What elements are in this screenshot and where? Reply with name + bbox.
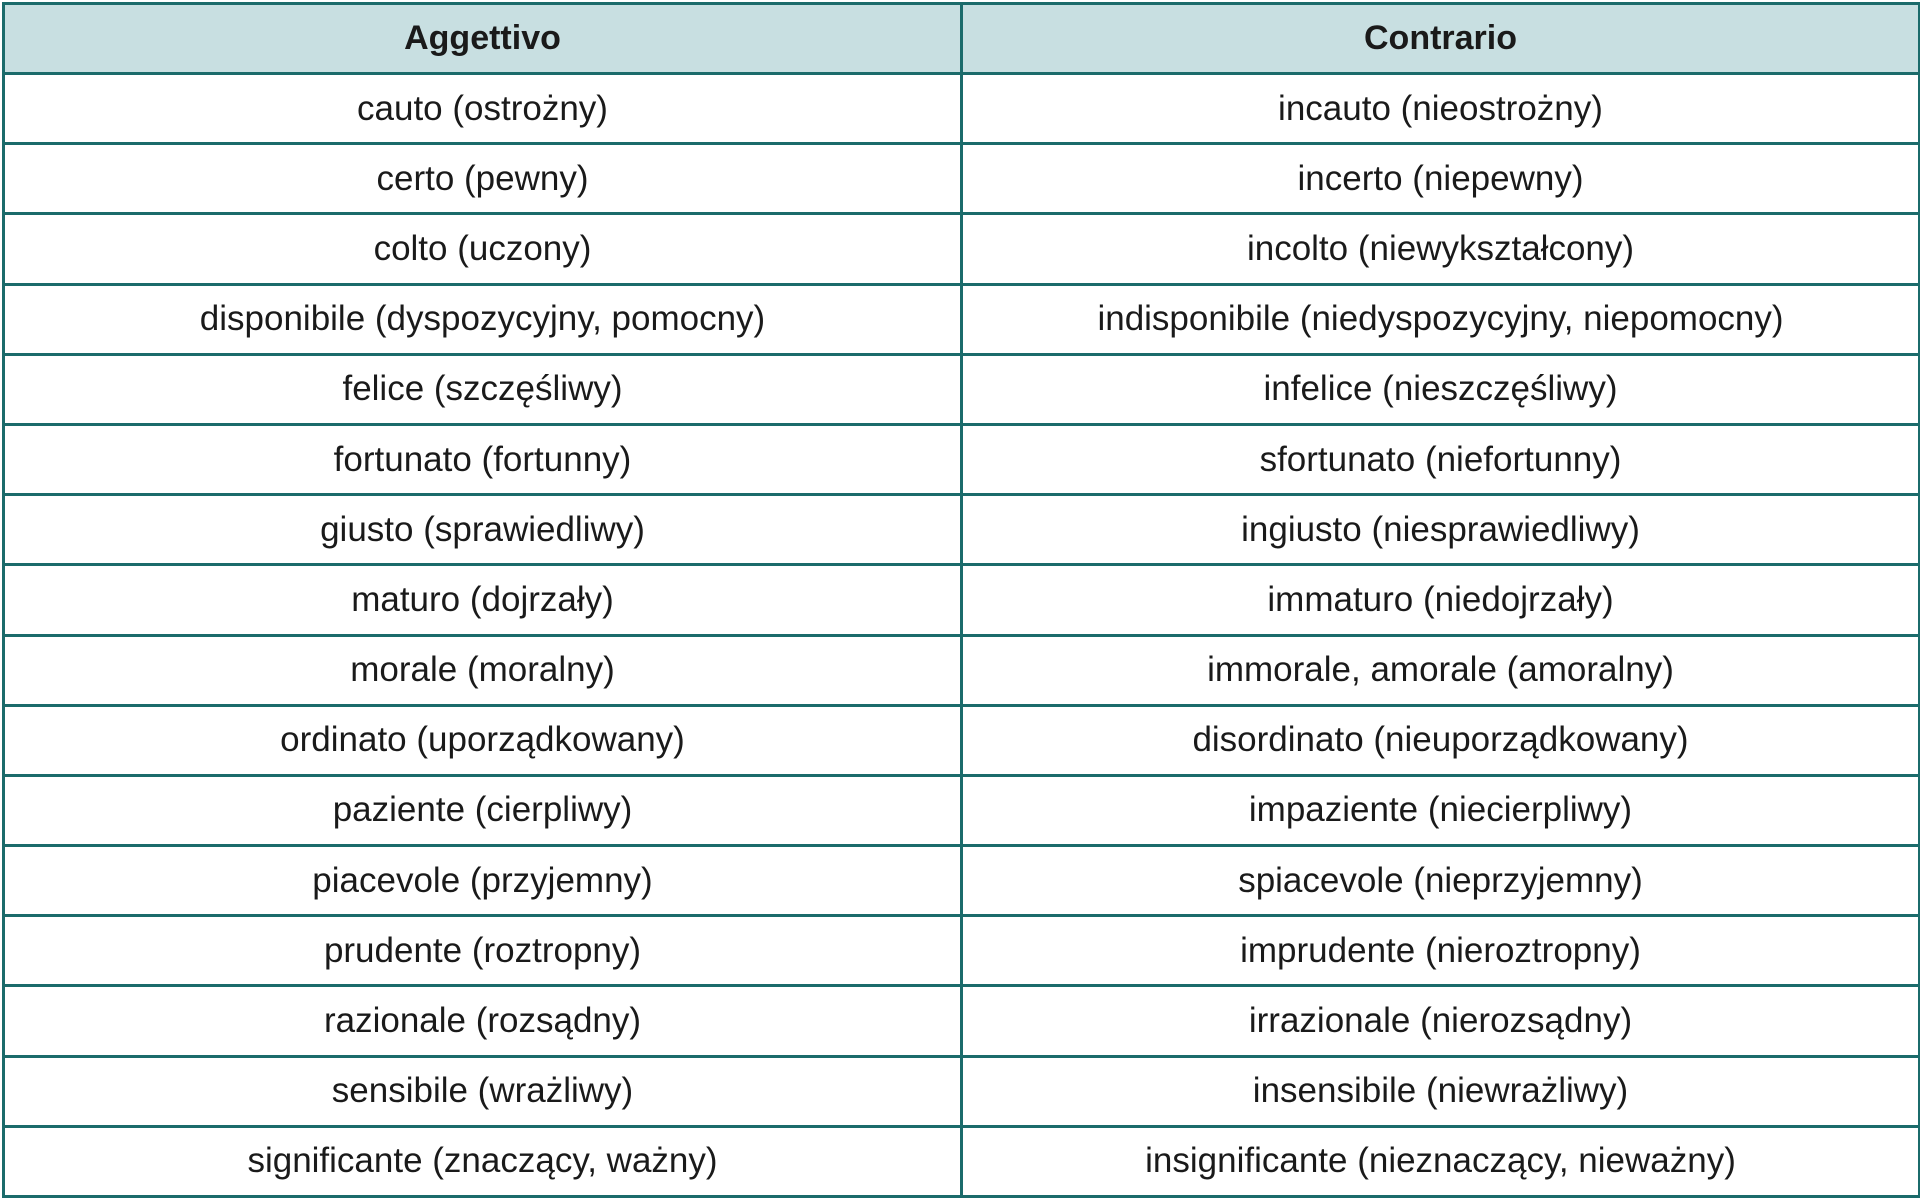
- table-row: [4, 565, 1920, 635]
- table-row: [4, 1056, 1920, 1126]
- table-row: [4, 1126, 1920, 1196]
- header-opposite: Contrario: [962, 4, 1920, 74]
- adjective-cell: giusto (sprawiedliwy): [4, 495, 962, 565]
- table-row: [4, 705, 1920, 775]
- opposite-cell: indisponibile (niedyspozycyjny, niepomocny): [962, 284, 1920, 354]
- adjective-cell: significante (znaczący, ważny): [4, 1126, 962, 1196]
- table-row: [4, 284, 1920, 354]
- adjective-cell: maturo (dojrzały): [4, 565, 962, 635]
- opposite-cell: immaturo (niedojrzały): [962, 565, 1920, 635]
- adjective-opposites-table: [2, 2, 1920, 1198]
- table-row: [4, 424, 1920, 494]
- opposite-cell: incauto (nieostrożny): [962, 74, 1920, 144]
- table-row: [4, 846, 1920, 916]
- adjective-cell: sensibile (wrażliwy): [4, 1056, 962, 1126]
- adjective-cell: razionale (rozsądny): [4, 986, 962, 1056]
- opposite-cell: sfortunato (niefortunny): [962, 424, 1920, 494]
- opposite-cell: incolto (niewykształcony): [962, 214, 1920, 284]
- adjective-cell: cauto (ostrożny): [4, 74, 962, 144]
- opposite-cell: irrazionale (nierozsądny): [962, 986, 1920, 1056]
- opposite-cell: imprudente (nieroztropny): [962, 916, 1920, 986]
- adjective-cell: ordinato (uporządkowany): [4, 705, 962, 775]
- opposite-cell: ingiusto (niesprawiedliwy): [962, 495, 1920, 565]
- table-row: [4, 74, 1920, 144]
- table-row: [4, 214, 1920, 284]
- table-row: [4, 635, 1920, 705]
- table-row: [4, 144, 1920, 214]
- opposite-cell: disordinato (nieuporządkowany): [962, 705, 1920, 775]
- header-row: [4, 4, 1920, 74]
- table-body: [4, 74, 1920, 1197]
- table-row: [4, 495, 1920, 565]
- opposite-cell: impaziente (niecierpliwy): [962, 775, 1920, 845]
- adjective-cell: paziente (cierpliwy): [4, 775, 962, 845]
- opposite-cell: insignificante (nieznaczący, nieważny): [962, 1126, 1920, 1196]
- adjective-cell: morale (moralny): [4, 635, 962, 705]
- opposite-cell: insensibile (niewrażliwy): [962, 1056, 1920, 1126]
- table-row: [4, 986, 1920, 1056]
- adjective-cell: certo (pewny): [4, 144, 962, 214]
- adjective-cell: fortunato (fortunny): [4, 424, 962, 494]
- adjective-cell: piacevole (przyjemny): [4, 846, 962, 916]
- opposite-cell: spiacevole (nieprzyjemny): [962, 846, 1920, 916]
- table-row: [4, 354, 1920, 424]
- adjective-cell: disponibile (dyspozycyjny, pomocny): [4, 284, 962, 354]
- table-row: [4, 775, 1920, 845]
- opposite-cell: infelice (nieszczęśliwy): [962, 354, 1920, 424]
- opposite-cell: incerto (niepewny): [962, 144, 1920, 214]
- opposite-cell: immorale, amorale (amoralny): [962, 635, 1920, 705]
- adjective-cell: felice (szczęśliwy): [4, 354, 962, 424]
- adjective-cell: prudente (roztropny): [4, 916, 962, 986]
- header-adjective: Aggettivo: [4, 4, 962, 74]
- table-row: [4, 916, 1920, 986]
- adjective-cell: colto (uczony): [4, 214, 962, 284]
